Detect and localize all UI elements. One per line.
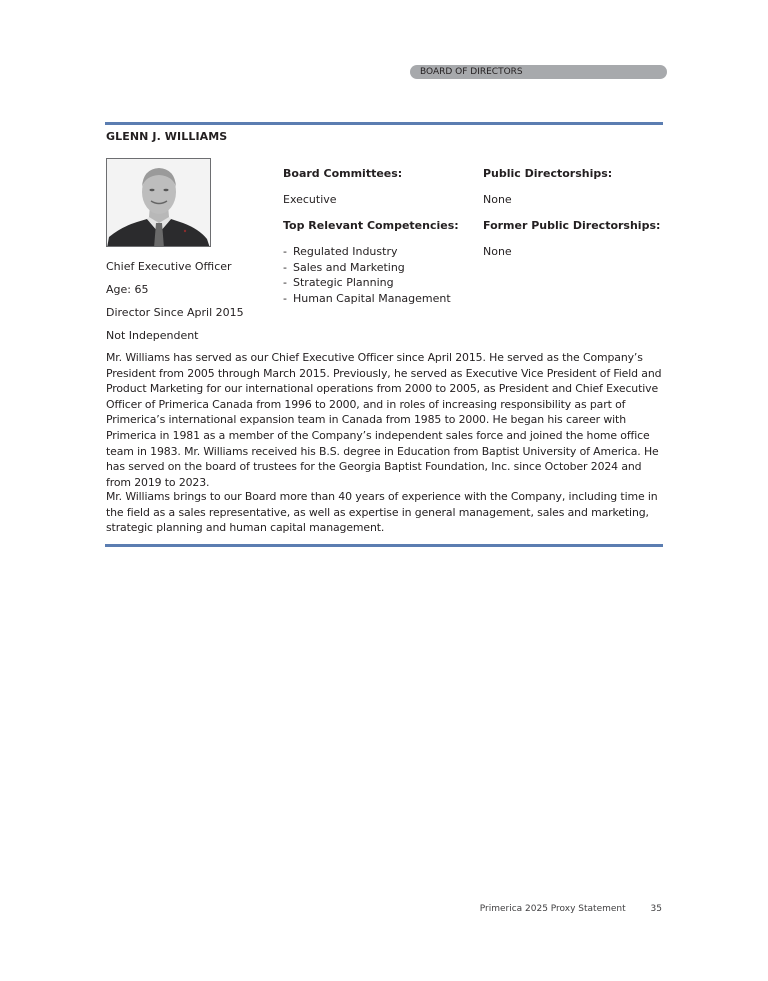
dash-bullet-icon: - — [283, 245, 287, 258]
former-public-directorships-heading: Former Public Directorships: — [483, 219, 661, 232]
dash-bullet-icon: - — [283, 260, 287, 274]
director-facts — [106, 259, 244, 351]
section-label: BOARD OF DIRECTORS — [420, 67, 523, 77]
director-since: Director Since April 2015 — [106, 306, 244, 319]
competencies-list — [283, 244, 459, 307]
top-divider — [105, 122, 663, 125]
list-item: - Human Capital Management — [283, 292, 451, 306]
dash-bullet-icon: - — [283, 292, 287, 306]
list-item: - Strategic Planning — [283, 276, 394, 290]
board-committees-value: Executive — [283, 193, 337, 206]
page-footer — [480, 904, 662, 914]
portrait-image — [107, 159, 211, 247]
director-independence: Not Independent — [106, 329, 199, 342]
public-directorships-heading: Public Directorships: — [483, 167, 613, 180]
section-header-pill — [410, 65, 667, 79]
list-item: - Regulated Industry — [283, 245, 398, 258]
committees-competencies-column — [283, 166, 459, 307]
biography-paragraph-1: Mr. Williams has served as our Chief Executive Officer since April 2015. He served as the Company’s President from 2005 through March 2015. Previously, he served as Executive Vice President of Field and Product Marketing for our international operations from 2000 to 2005, as President and Chief Executive Officer of Primerica Canada from 1996 to 2000, and in roles of increasing responsibility as part of Primerica’s international expansion team in Canada from 1985 to 2000. He began his career with Primerica in 1981 as a member of the Company’s independent sales force and joined the home office team in 1983. Mr. Williams received his B.S. degree in Education from Baptist University of America. He has served on the board of trustees for the Georgia Baptist Foundation, Inc. since October 2024 and from 2019 to 2023. — [106, 351, 662, 489]
list-item: - Sales and Marketing — [283, 260, 405, 274]
biography-paragraph-2: Mr. Williams brings to our Board more than 40 years of experience with the Company, including time in the field as a sales representative, as well as expertise in general management, sales and marketing, strategic planning and human capital management. — [106, 490, 658, 535]
public-directorships-value: None — [483, 193, 512, 206]
dash-bullet-icon: - — [283, 276, 287, 290]
director-photo — [106, 158, 211, 247]
directorships-column — [483, 166, 660, 262]
page-number: 35 — [650, 904, 662, 914]
director-title: Chief Executive Officer — [106, 260, 232, 273]
director-name: GLENN J. WILLIAMS — [106, 130, 228, 143]
publication-title: Primerica 2025 Proxy Statement — [479, 904, 626, 914]
competencies-heading: Top Relevant Competencies: — [283, 219, 459, 232]
director-age: Age: 65 — [106, 283, 149, 296]
bottom-divider — [105, 544, 663, 547]
board-committees-heading: Board Committees: — [283, 167, 403, 180]
former-public-directorships-value: None — [483, 245, 512, 258]
